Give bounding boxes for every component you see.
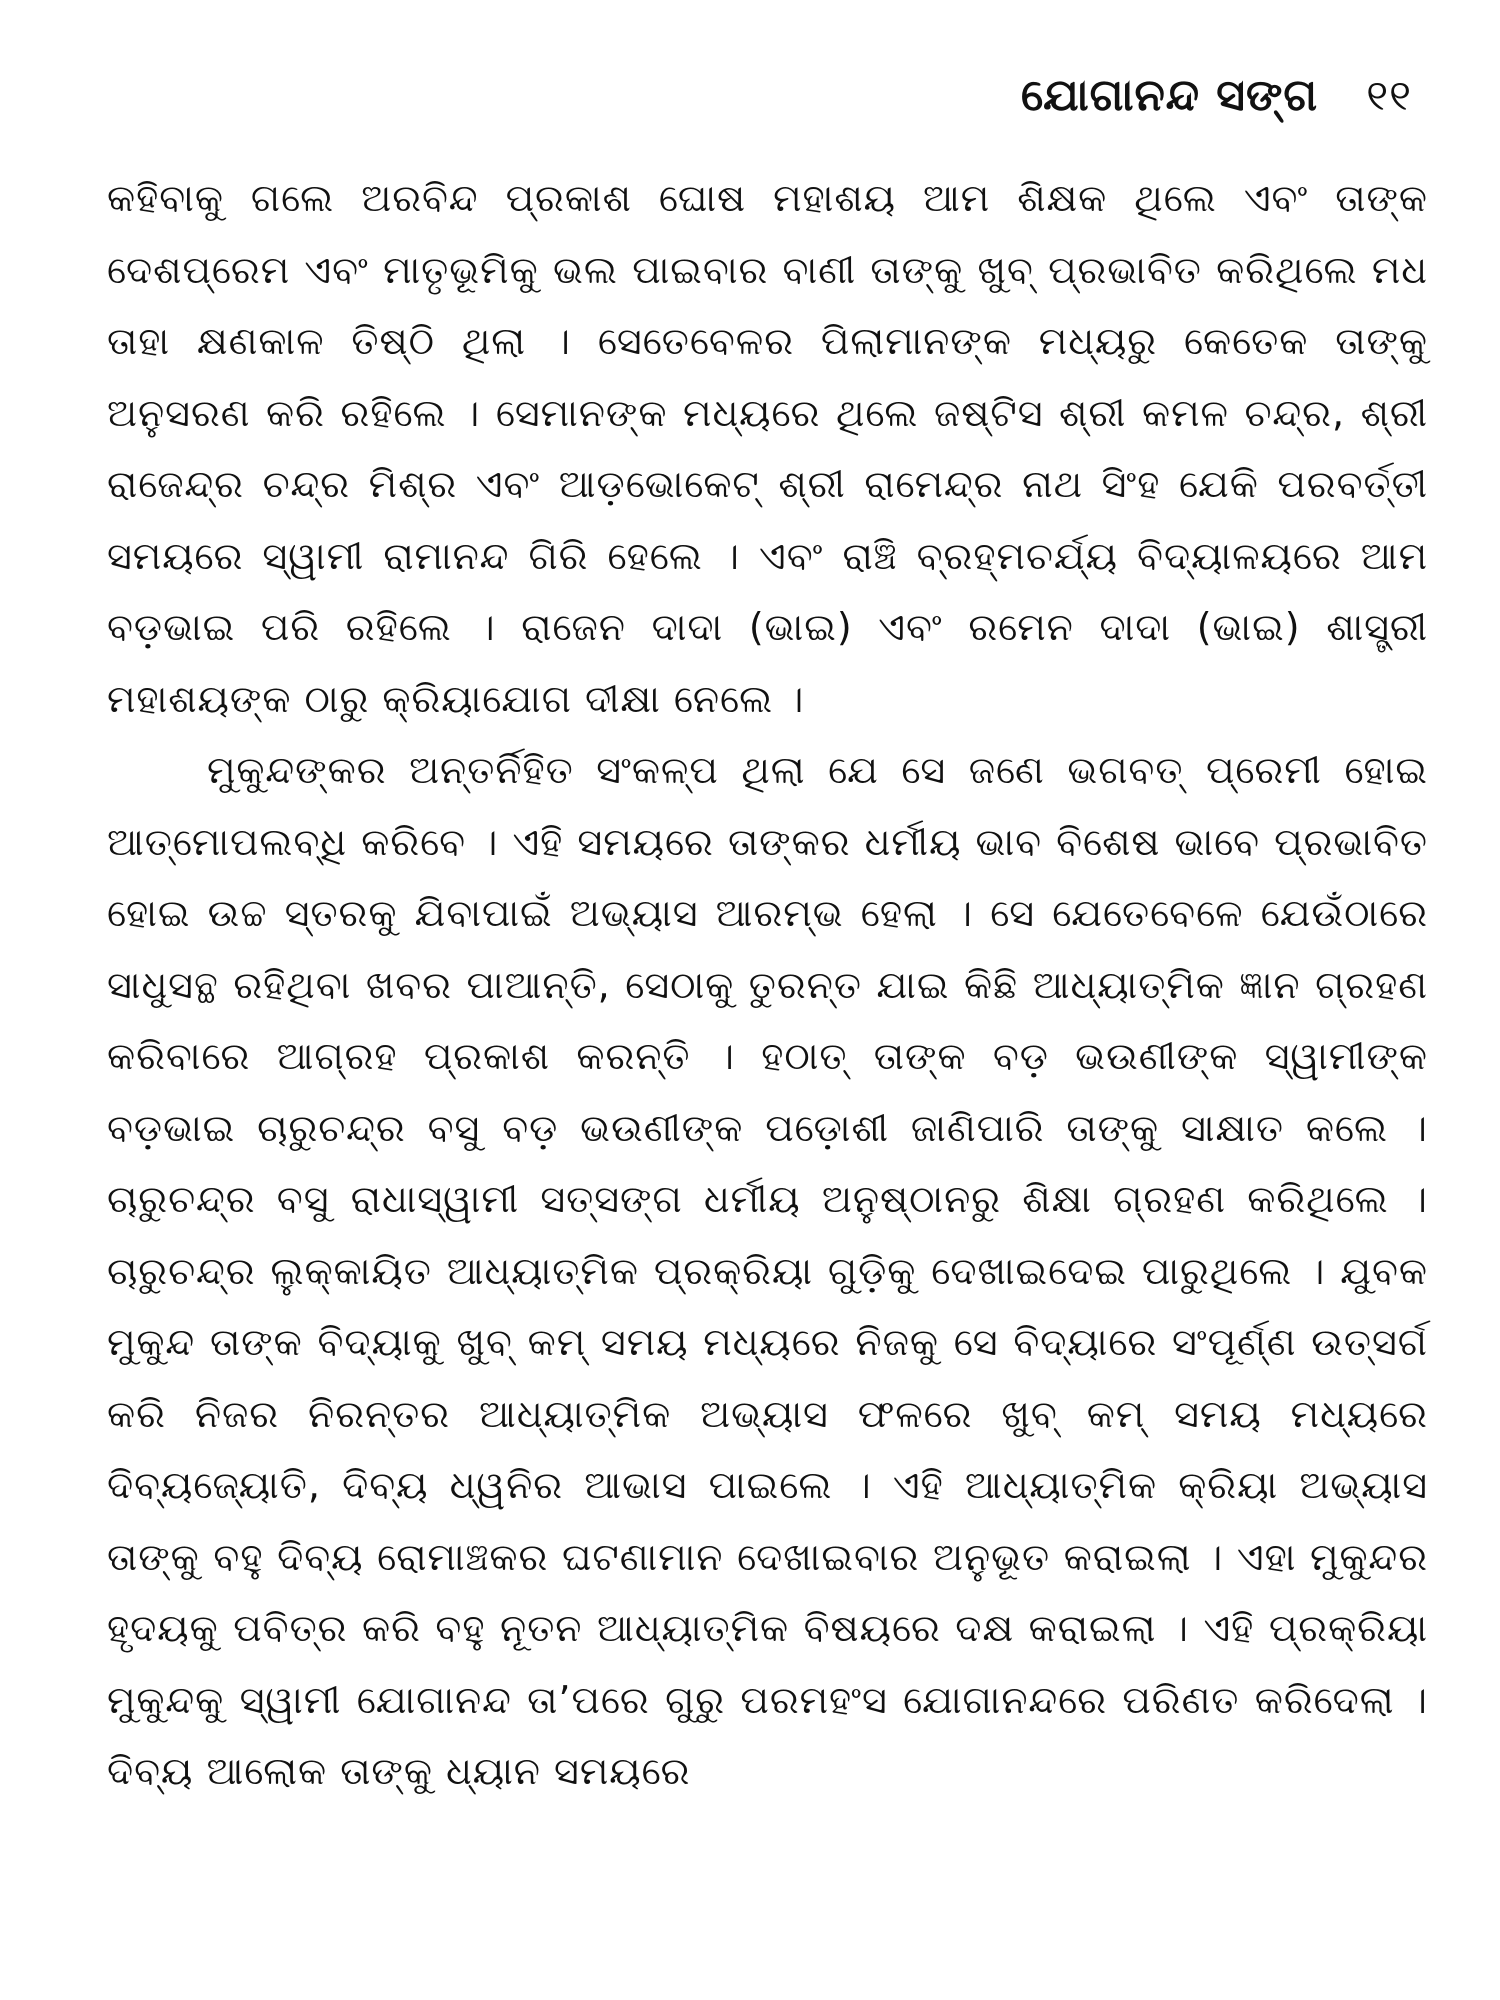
running-head xyxy=(1021,70,1412,121)
paragraph-2: ମୁକୁନ୍ଦଙ୍କର ଅନ୍ତର୍ନିହିତ ସଂକଳ୍ପ ଥିଲା ଯେ ସେ ଜଣେ ଭଗବତ୍ ପ୍ରେମୀ ହୋଇ ଆତ୍ମୋପଲବ୍ଧି କରିବେ । ଏହି ସମୟରେ ତାଙ୍କର ଧର୍ମୀୟ ଭାବ ବିଶେଷ ଭାବେ ପ୍ରଭାବିତ ହୋଇ ଉଚ୍ଚ ସ୍ତରକୁ ଯିବାପାଇଁ ଅଭ୍ୟାସ ଆରମ୍ଭ ହେଲା । ସେ ଯେତେବେଳେ ଯେଉଁଠାରେ ସାଧୁସନ୍ଥ ରହିଥିବା ଖବର ପାଆନ୍ତି, ସେଠାକୁ ତୁରନ୍ତ ଯାଇ କିଛି ଆଧ୍ୟାତ୍ମିକ ଜ୍ଞାନ ଗ୍ରହଣ କରିବାରେ ଆଗ୍ରହ ପ୍ରକାଶ କରନ୍ତି । ହଠାତ୍ ତାଙ୍କ ବଡ଼ ଭଉଣୀଙ୍କ ସ୍ୱାମୀଙ୍କ ବଡ଼ଭାଇ ଚାରୁଚନ୍ଦ୍ର ବସୁ ବଡ଼ ଭଉଣୀଙ୍କ ପଡ଼ୋଶୀ ଜାଣିପାରି ତାଙ୍କୁ ସାକ୍ଷାତ କଲେ । ଚାରୁଚନ୍ଦ୍ର ବସୁ ରାଧାସ୍ୱାମୀ ସତ୍‌ସଙ୍ଗ ଧର୍ମୀୟ ଅନୁଷ୍ଠାନରୁ ଶିକ୍ଷା ଗ୍ରହଣ କରିଥିଲେ । ଚାରୁଚନ୍ଦ୍ର ଲୁକ୍କାୟିତ ଆଧ୍ୟାତ୍ମିକ ପ୍ରକ୍ରିୟା ଗୁଡ଼ିକୁ ଦେଖାଇଦେଇ ପାରୁଥିଲେ । ଯୁବକ ମୁକୁନ୍ଦ ତାଙ୍କ ବିଦ୍ୟାକୁ ଖୁବ୍ କମ୍ ସମୟ ମଧ୍ୟରେ ନିଜକୁ ସେ ବିଦ୍ୟାରେ ସଂପୂର୍ଣ୍ଣ ଉତ୍ସର୍ଗ କରି ନିଜର ନିରନ୍ତର ଆଧ୍ୟାତ୍ମିକ ଅଭ୍ୟାସ ଫଳରେ ଖୁବ୍ କମ୍ ସମୟ ମଧ୍ୟରେ ଦିବ୍ୟଜ୍ୟୋତି, ଦିବ୍ୟ ଧ୍ୱନିର ଆଭାସ ପାଇଲେ । ଏହି ଆଧ୍ୟାତ୍ମିକ କ୍ରିୟା ଅଭ୍ୟାସ ତାଙ୍କୁ ବହୁ ଦିବ୍ୟ ରୋମାଞ୍ଚକର ଘଟଣାମାନ ଦେଖାଇବାର ଅନୁଭୂତ କରାଇଲା । ଏହା ମୁକୁନ୍ଦର ହୃଦୟକୁ ପବିତ୍ର କରି ବହୁ ନୂତନ ଆଧ୍ୟାତ୍ମିକ ବିଷୟରେ ଦକ୍ଷ କରାଇଲା । ଏହି ପ୍ରକ୍ରିୟା ମୁକୁନ୍ଦକୁ ସ୍ୱାମୀ ଯୋଗାନନ୍ଦ ତା’ପରେ ଗୁରୁ ପରମହଂସ ଯୋଗାନନ୍ଦରେ ପରିଣତ କରିଦେଲା । ଦିବ୍ୟ ଆଲୋକ ତାଙ୍କୁ ଧ୍ୟାନ ସମୟରେ xyxy=(107,748,1428,1793)
body-text xyxy=(107,163,1428,1808)
page-number: ୧୧ xyxy=(1366,71,1412,120)
paragraph-1: କହିବାକୁ ଗଲେ ଅରବିନ୍ଦ ପ୍ରକାଶ ଘୋଷ ମହାଶୟ ଆମ ଶିକ୍ଷକ ଥିଲେ ଏବଂ ତାଙ୍କ ଦେଶପ୍ରେମ ଏବଂ ମାତୃଭୂମିକୁ ଭଲ ପାଇବାର ବାଣୀ ତାଙ୍କୁ ଖୁବ୍ ପ୍ରଭାବିତ କରିଥିଲେ ମଧ ତାହା କ୍ଷଣକାଳ ତିଷ୍ଠି ଥିଲା । ସେତେବେଳର ପିଲାମାନଙ୍କ ମଧ୍ୟରୁ କେତେକ ତାଙ୍କୁ ଅନୁସରଣ କରି ରହିଲେ । ସେମାନଙ୍କ ମଧ୍ୟରେ ଥିଲେ ଜଷ୍ଟିସ ଶ୍ରୀ କମଳ ଚନ୍ଦ୍ର, ଶ୍ରୀ ରାଜେନ୍ଦ୍ର ଚନ୍ଦ୍ର ମିଶ୍ର ଏବଂ ଆଡ଼ଭୋକେଟ୍ ଶ୍ରୀ ରାମେନ୍ଦ୍ର ନାଥ ସିଂହ ଯେକି ପରବର୍ତ୍ତୀ ସମୟରେ ସ୍ୱାମୀ ରାମାନନ୍ଦ ଗିରି ହେଲେ । ଏବଂ ରାଞ୍ଚି ବ୍ରହ୍ମଚର୍ଯ୍ୟ ବିଦ୍ୟାଳୟରେ ଆମ ବଡ଼ଭାଇ ପରି ରହିଲେ । ରାଜେନ ଦାଦା (ଭାଇ) ଏବଂ ରମେନ ଦାଦା (ଭାଇ) ଶାସ୍ତ୍ରୀ ମହାଶୟଙ୍କ ଠାରୁ କ୍ରିୟାଯୋଗ ଦୀକ୍ଷା ନେଲେ । xyxy=(107,176,1428,721)
running-title: ଯୋଗାନନ୍ଦ ସଙ୍ଗ xyxy=(1021,70,1319,121)
